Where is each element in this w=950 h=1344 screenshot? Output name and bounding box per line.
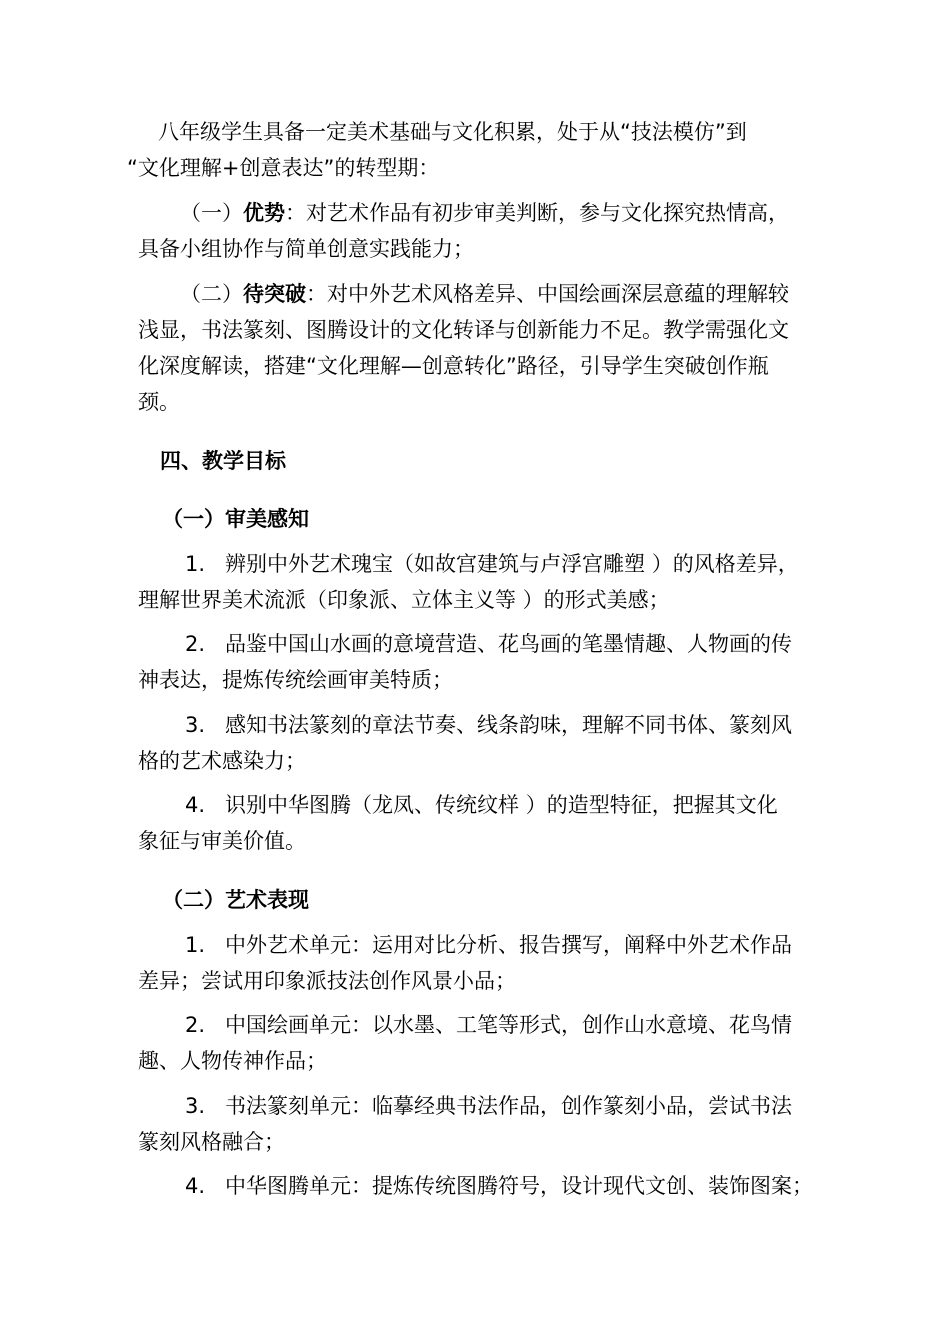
expression-item-2-line-1: 2. 中国绘画单元：以水墨、工笔等形式，创作山水意境、花鸟情 (185, 1013, 793, 1037)
expression-item-1-line-2: 差异；尝试用印象派技法创作风景小品； (138, 969, 516, 993)
subsection-title-aesthetic: （一）审美感知 (162, 507, 309, 531)
expression-item-1-line-1: 1. 中外艺术单元：运用对比分析、报告撰写，阐释中外艺术作品 (185, 933, 793, 957)
subsection-title-expression: （二）艺术表现 (162, 888, 309, 912)
aesthetic-item-3-line-2: 格的艺术感染力； (138, 749, 306, 773)
breakthrough-label: 待突破 (243, 282, 306, 306)
strength-text: ：对艺术作品有初步审美判断，参与文化探究热情高， (285, 201, 789, 225)
breakthrough-line-1 (180, 280, 789, 308)
breakthrough-line-3: 化深度解读，搭建“文化理解—创意转化”路径，引导学生突破创作瓶 (138, 354, 769, 378)
strength-line-1 (180, 199, 789, 227)
expression-item-3-line-2: 篆刻风格融合； (138, 1130, 285, 1154)
expression-item-4-line-1: 4. 中华图腾单元：提炼传统图腾符号，设计现代文创、装饰图案； (185, 1174, 814, 1198)
intro-line-1: 八年级学生具备一定美术基础与文化积累，处于从“技法模仿”到 (158, 120, 747, 144)
aesthetic-item-4-line-2: 象征与审美价值。 (138, 829, 306, 853)
breakthrough-line-4: 颈。 (138, 390, 180, 414)
strength-line-2: 具备小组协作与简单创意实践能力； (138, 237, 474, 261)
expression-item-2-line-2: 趣、人物传神作品； (138, 1049, 327, 1073)
strength-label: 优势 (243, 201, 285, 225)
section-title: 四、教学目标 (160, 449, 286, 473)
intro-line-2: “文化理解+创意表达”的转型期： (127, 156, 440, 180)
aesthetic-item-1-line-2: 理解世界美术流派（印象派、立体主义等 ）的形式美感； (138, 588, 670, 612)
breakthrough-line-2: 浅显，书法篆刻、图腾设计的文化转译与创新能力不足。教学需强化文 (138, 318, 789, 342)
aesthetic-item-2-line-2: 神表达，提炼传统绘画审美特质； (138, 668, 453, 692)
aesthetic-item-2-line-1: 2. 品鉴中国山水画的意境营造、花鸟画的笔墨情趣、人物画的传 (185, 632, 793, 656)
expression-item-3-line-1: 3. 书法篆刻单元：临摹经典书法作品，创作篆刻小品，尝试书法 (185, 1094, 793, 1118)
breakthrough-text: ：对中外艺术风格差异、中国绘画深层意蕴的理解较 (306, 282, 789, 306)
strength-prefix: （一） (180, 201, 243, 225)
aesthetic-item-1-line-1: 1. 辨别中外艺术瑰宝（如故宫建筑与卢浮宫雕塑 ）的风格差异， (185, 552, 799, 576)
breakthrough-prefix: （二） (180, 282, 243, 306)
aesthetic-item-4-line-1: 4. 识别中华图腾（龙凤、传统纹样 ）的造型特征，把握其文化 (185, 793, 778, 817)
aesthetic-item-3-line-1: 3. 感知书法篆刻的章法节奏、线条韵味，理解不同书体、篆刻风 (185, 713, 793, 737)
